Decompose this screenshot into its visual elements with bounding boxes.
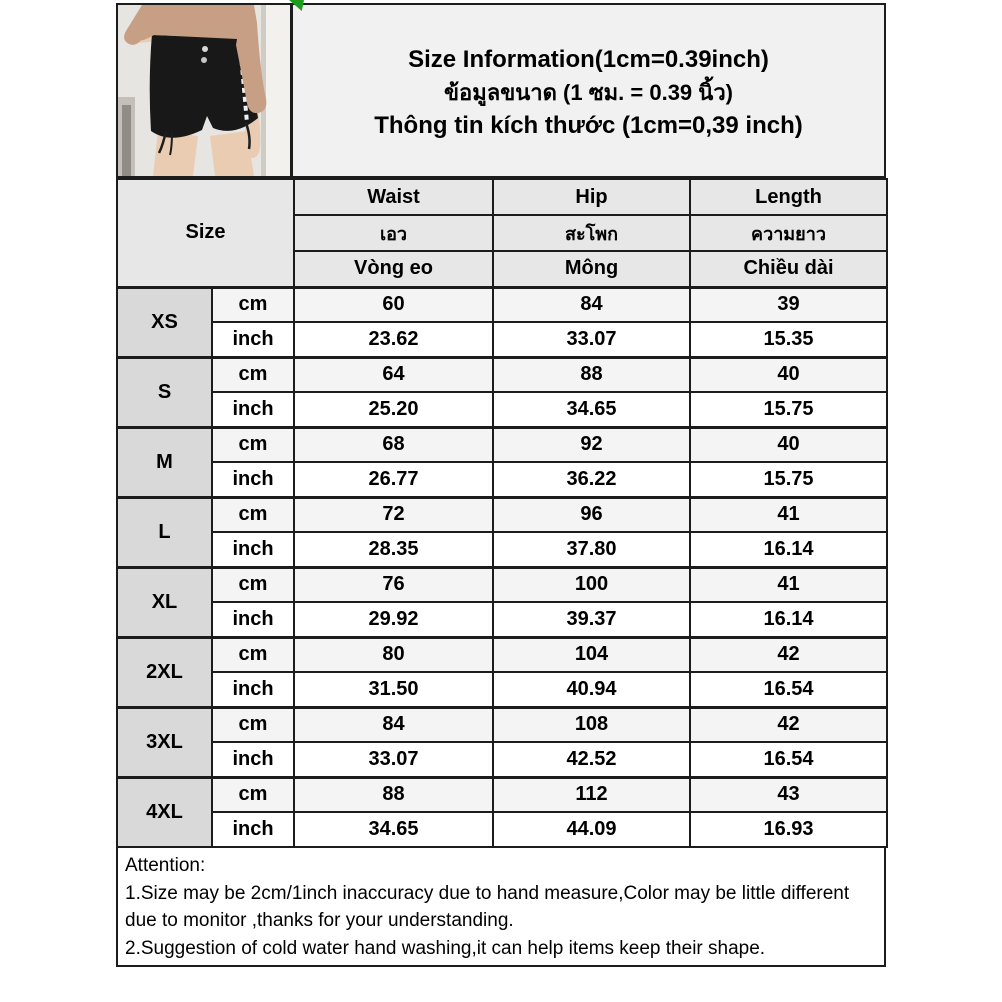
unit-cm-cell: cm <box>212 637 294 672</box>
table-row <box>117 357 887 392</box>
value-cell: 16.14 <box>690 602 887 637</box>
size-info-header <box>293 3 886 178</box>
value-cell: 33.07 <box>294 742 493 777</box>
value-cell: 76 <box>294 567 493 602</box>
photo-button <box>202 46 208 52</box>
unit-cm-cell: cm <box>212 567 294 602</box>
size-table-body <box>117 287 887 847</box>
attention-note <box>116 848 886 967</box>
value-cell: 40.94 <box>493 672 690 707</box>
value-cell: 68 <box>294 427 493 462</box>
value-cell: 108 <box>493 707 690 742</box>
table-row <box>117 707 887 742</box>
value-cell: 72 <box>294 497 493 532</box>
table-row <box>117 287 887 322</box>
value-cell: 28.35 <box>294 532 493 567</box>
value-cell: 37.80 <box>493 532 690 567</box>
value-cell: 104 <box>493 637 690 672</box>
size-table <box>116 178 888 848</box>
unit-inch-cell: inch <box>212 812 294 847</box>
attention-line-1: 1.Size may be 2cm/1inch inaccuracy due to hand measure,Color may be little different <box>125 882 850 904</box>
unit-cm-cell: cm <box>212 287 294 322</box>
attention-line-3: 2.Suggestion of cold water hand washing,it can help items keep their shape. <box>125 937 766 959</box>
unit-cm-cell: cm <box>212 497 294 532</box>
size-table-header <box>117 179 887 287</box>
col-header-hip-th: สะโพก <box>493 215 690 251</box>
value-cell: 44.09 <box>493 812 690 847</box>
title-thai: ข้อมูลขนาด (1 ซม. = 0.39 นิ้ว) <box>443 80 733 105</box>
table-row <box>117 392 887 427</box>
value-cell: 80 <box>294 637 493 672</box>
value-cell: 60 <box>294 287 493 322</box>
table-row <box>117 777 887 812</box>
table-row <box>117 672 887 707</box>
product-photo <box>116 3 293 178</box>
title-vietnamese: Thông tin kích thước (1cm=0,39 inch) <box>374 112 803 139</box>
unit-inch-cell: inch <box>212 672 294 707</box>
value-cell: 41 <box>690 497 887 532</box>
title-english: Size Information(1cm=0.39inch) <box>408 46 769 73</box>
value-cell: 84 <box>294 707 493 742</box>
col-header-hip-vi: Mông <box>493 251 690 287</box>
unit-inch-cell: inch <box>212 532 294 567</box>
value-cell: 25.20 <box>294 392 493 427</box>
value-cell: 34.65 <box>294 812 493 847</box>
unit-cm-cell: cm <box>212 427 294 462</box>
value-cell: 40 <box>690 427 887 462</box>
table-row <box>117 567 887 602</box>
size-label-2xl: 2XL <box>117 637 212 707</box>
value-cell: 16.14 <box>690 532 887 567</box>
size-label-m: M <box>117 427 212 497</box>
photo-button <box>201 57 207 63</box>
col-header-length-th: ความยาว <box>690 215 887 251</box>
size-label-l: L <box>117 497 212 567</box>
value-cell: 64 <box>294 357 493 392</box>
photo-door-frame <box>265 5 291 176</box>
table-row <box>117 812 887 847</box>
value-cell: 112 <box>493 777 690 812</box>
size-label-3xl: 3XL <box>117 707 212 777</box>
value-cell: 15.75 <box>690 392 887 427</box>
value-cell: 42.52 <box>493 742 690 777</box>
unit-cm-cell: cm <box>212 777 294 812</box>
value-cell: 15.35 <box>690 322 887 357</box>
value-cell: 92 <box>493 427 690 462</box>
unit-cm-cell: cm <box>212 707 294 742</box>
col-header-waist-en: Waist <box>294 179 493 215</box>
table-row <box>117 427 887 462</box>
value-cell: 96 <box>493 497 690 532</box>
unit-inch-cell: inch <box>212 322 294 357</box>
value-cell: 16.93 <box>690 812 887 847</box>
value-cell: 15.75 <box>690 462 887 497</box>
table-row <box>117 322 887 357</box>
value-cell: 88 <box>493 357 690 392</box>
attention-line-2: due to monitor ,thanks for your understanding. <box>125 910 514 931</box>
value-cell: 23.62 <box>294 322 493 357</box>
size-label-xs: XS <box>117 287 212 357</box>
size-label-4xl: 4XL <box>117 777 212 847</box>
table-row <box>117 497 887 532</box>
table-row <box>117 637 887 672</box>
col-header-length-en: Length <box>690 179 887 215</box>
size-label-s: S <box>117 357 212 427</box>
unit-inch-cell: inch <box>212 462 294 497</box>
col-header-hip-en: Hip <box>493 179 690 215</box>
value-cell: 42 <box>690 637 887 672</box>
size-label-xl: XL <box>117 567 212 637</box>
size-header-cell: Size <box>117 179 294 287</box>
table-row <box>117 742 887 777</box>
value-cell: 29.92 <box>294 602 493 637</box>
value-cell: 88 <box>294 777 493 812</box>
value-cell: 39 <box>690 287 887 322</box>
col-header-length-vi: Chiều dài <box>690 251 887 287</box>
photo-legs <box>153 131 198 176</box>
unit-inch-cell: inch <box>212 602 294 637</box>
unit-cm-cell: cm <box>212 357 294 392</box>
table-row <box>117 532 887 567</box>
value-cell: 39.37 <box>493 602 690 637</box>
value-cell: 16.54 <box>690 742 887 777</box>
col-header-waist-th: เอว <box>294 215 493 251</box>
unit-inch-cell: inch <box>212 742 294 777</box>
value-cell: 31.50 <box>294 672 493 707</box>
value-cell: 16.54 <box>690 672 887 707</box>
attention-title: Attention: <box>125 855 206 876</box>
top-row <box>116 3 886 178</box>
value-cell: 100 <box>493 567 690 602</box>
table-row <box>117 602 887 637</box>
value-cell: 26.77 <box>294 462 493 497</box>
value-cell: 43 <box>690 777 887 812</box>
value-cell: 34.65 <box>493 392 690 427</box>
size-chart-content <box>116 3 886 967</box>
value-cell: 84 <box>493 287 690 322</box>
value-cell: 41 <box>690 567 887 602</box>
value-cell: 36.22 <box>493 462 690 497</box>
value-cell: 40 <box>690 357 887 392</box>
product-photo-illustration <box>118 5 291 176</box>
unit-inch-cell: inch <box>212 392 294 427</box>
value-cell: 33.07 <box>493 322 690 357</box>
col-header-waist-vi: Vòng eo <box>294 251 493 287</box>
value-cell: 42 <box>690 707 887 742</box>
table-row <box>117 462 887 497</box>
